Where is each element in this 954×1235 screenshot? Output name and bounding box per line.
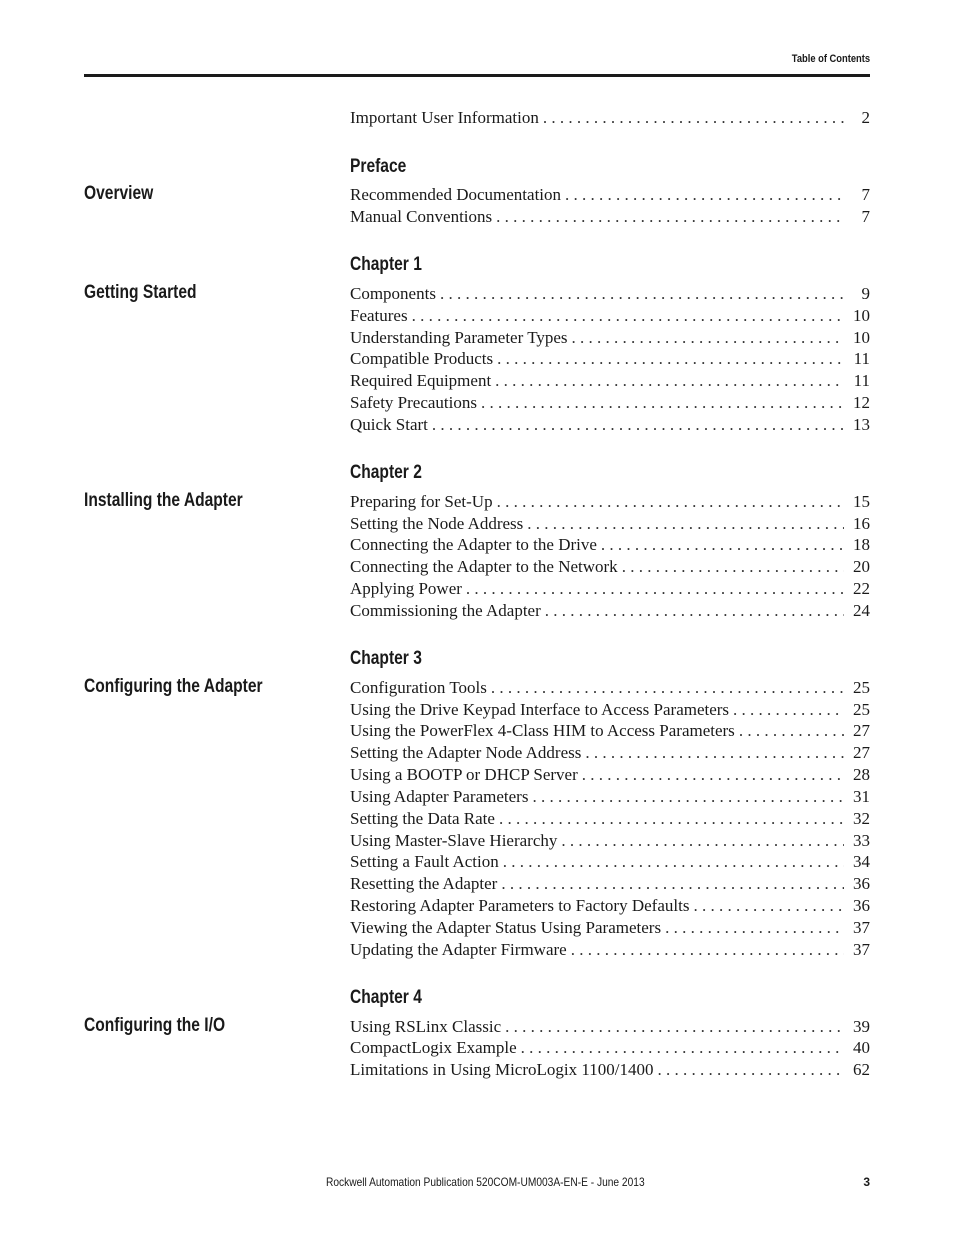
dot-leader — [585, 742, 844, 764]
toc-entry[interactable] — [350, 556, 870, 578]
toc-entry-label: Manual Conventions — [350, 207, 493, 226]
dot-leader — [572, 327, 844, 349]
dot-leader — [412, 305, 844, 327]
chapter-heading-3: Chapter 3 — [350, 648, 422, 669]
toc-entry-label: Viewing the Adapter Status Using Parameters — [350, 918, 662, 937]
toc-entry-page: 11 — [853, 371, 870, 390]
footer-page-number: 3 — [863, 1175, 870, 1189]
toc-entry-label: Applying Power — [350, 579, 462, 598]
toc-entry-label: Preparing for Set-Up — [350, 492, 493, 511]
chapter-heading-1: Chapter 1 — [350, 254, 422, 275]
toc-entry[interactable] — [350, 370, 870, 392]
dot-leader — [491, 677, 844, 699]
header-rule — [84, 74, 870, 77]
dot-leader — [505, 1016, 844, 1038]
toc-entry-label: Setting the Adapter Node Address — [350, 743, 582, 762]
dot-leader — [545, 600, 844, 622]
toc-entry-label: Setting the Node Address — [350, 514, 524, 533]
toc-entry[interactable] — [350, 939, 870, 961]
toc-entry-page: 15 — [853, 492, 870, 511]
toc-entry-page: 31 — [853, 787, 870, 806]
dot-leader — [622, 556, 844, 578]
toc-entry[interactable] — [350, 1016, 870, 1038]
toc-entry[interactable] — [350, 851, 870, 873]
toc-entry-label: Features — [350, 306, 408, 325]
toc-entry[interactable] — [350, 873, 870, 895]
toc-entry-page: 7 — [861, 207, 870, 226]
dot-leader — [532, 786, 844, 808]
toc-entry-label: Updating the Adapter Firmware — [350, 940, 567, 959]
toc-entry[interactable] — [350, 1037, 870, 1059]
toc-entry-page: 10 — [853, 306, 870, 325]
dot-leader — [466, 578, 844, 600]
dot-leader — [571, 939, 844, 961]
toc-entry-page: 33 — [853, 831, 870, 850]
toc-entry-label: Compatible Products — [350, 349, 494, 368]
section-title-configuring-the-io: Configuring the I/O — [84, 1015, 226, 1036]
toc-entry-page: 9 — [861, 284, 870, 303]
toc-entry-page: 37 — [853, 918, 870, 937]
toc-entry[interactable] — [350, 764, 870, 786]
toc-entry[interactable] — [350, 534, 870, 556]
chapter-heading-2: Chapter 2 — [350, 462, 422, 483]
toc-entry[interactable] — [350, 392, 870, 414]
dot-leader — [501, 873, 844, 895]
toc-entry-page: 7 — [861, 185, 870, 204]
dot-leader — [565, 184, 844, 206]
toc-entry-label: Quick Start — [350, 415, 428, 434]
toc-entry[interactable] — [350, 184, 870, 206]
toc-entry[interactable] — [350, 677, 870, 699]
section-title-overview: Overview — [84, 183, 154, 204]
dot-leader — [481, 392, 844, 414]
toc-entry-label: Components — [350, 284, 436, 303]
toc-entry-page: 25 — [853, 700, 870, 719]
toc-entry-label: Important User Information — [350, 108, 539, 127]
dot-leader — [499, 808, 844, 830]
toc-entry[interactable] — [350, 917, 870, 939]
dot-leader — [496, 206, 844, 228]
section-title-getting-started: Getting Started — [84, 282, 197, 303]
toc-entry-page: 22 — [853, 579, 870, 598]
toc-entry[interactable] — [350, 348, 870, 370]
dot-leader — [665, 917, 844, 939]
section-title-installing-the-adapter: Installing the Adapter — [84, 490, 243, 511]
toc-entry-page: 36 — [853, 874, 870, 893]
toc-entry-label: Commissioning the Adapter — [350, 601, 541, 620]
toc-entry-page: 20 — [853, 557, 870, 576]
toc-entry-label: Using the PowerFlex 4-Class HIM to Access Parameters — [350, 721, 735, 740]
toc-entry-page: 28 — [853, 765, 870, 784]
dot-leader — [739, 720, 844, 742]
toc-entry-label: Setting the Data Rate — [350, 809, 495, 828]
toc-entry-page: 2 — [861, 108, 870, 127]
toc-entry-page: 16 — [853, 514, 870, 533]
toc-entry-important-user-information[interactable] — [350, 107, 870, 129]
toc-entry-page: 18 — [853, 535, 870, 554]
toc-entry-label: Using Adapter Parameters — [350, 787, 529, 806]
toc-entry-label: Using Master-Slave Hierarchy — [350, 831, 558, 850]
dot-leader — [657, 1059, 844, 1081]
toc-entry-label: Safety Precautions — [350, 393, 477, 412]
toc-entry[interactable] — [350, 600, 870, 622]
toc-entry[interactable] — [350, 206, 870, 228]
toc-entry-page: 10 — [853, 328, 870, 347]
toc-entry[interactable] — [350, 414, 870, 436]
toc-entry-page: 37 — [853, 940, 870, 959]
toc-entry[interactable] — [350, 1059, 870, 1081]
dot-leader — [561, 830, 844, 852]
toc-entry-page: 36 — [853, 896, 870, 915]
toc-entry-label: Connecting the Adapter to the Network — [350, 557, 618, 576]
dot-leader — [440, 283, 844, 305]
toc-entry-page: 27 — [853, 743, 870, 762]
toc-entry-label: Setting a Fault Action — [350, 852, 499, 871]
dot-leader — [527, 513, 844, 535]
toc-entry-page: 11 — [853, 349, 870, 368]
toc-entry-page: 40 — [853, 1038, 870, 1057]
chapter-heading-preface: Preface — [350, 156, 407, 177]
toc-entry-page: 62 — [853, 1060, 870, 1079]
toc-entry-page: 12 — [853, 393, 870, 412]
toc-entry-label: Understanding Parameter Types — [350, 328, 568, 347]
toc-entry-label: Resetting the Adapter — [350, 874, 498, 893]
toc-entry-page: 27 — [853, 721, 870, 740]
toc-entry[interactable] — [350, 808, 870, 830]
toc-entry-page: 39 — [853, 1017, 870, 1036]
toc-entry[interactable] — [350, 830, 870, 852]
dot-leader — [733, 699, 844, 721]
dot-leader — [503, 851, 844, 873]
toc-entry[interactable] — [350, 491, 870, 513]
toc-entry-page: 24 — [853, 601, 870, 620]
toc-entry-page: 13 — [853, 415, 870, 434]
dot-leader — [497, 348, 844, 370]
toc-entry-label: Configuration Tools — [350, 678, 487, 697]
toc-entry[interactable] — [350, 895, 870, 917]
toc-entry-label: Restoring Adapter Parameters to Factory Defaults — [350, 896, 690, 915]
toc-entry-label: Required Equipment — [350, 371, 492, 390]
dot-leader — [432, 414, 844, 436]
toc-entry[interactable] — [350, 327, 870, 349]
toc-entry-page: 32 — [853, 809, 870, 828]
section-title-configuring-the-adapter: Configuring the Adapter — [84, 676, 263, 697]
toc-entry-label: Using the Drive Keypad Interface to Access Parameters — [350, 700, 730, 719]
dot-leader — [582, 764, 844, 786]
toc-entry[interactable] — [350, 305, 870, 327]
dot-leader — [693, 895, 844, 917]
dot-leader — [601, 534, 844, 556]
toc-entry[interactable] — [350, 513, 870, 535]
dot-leader — [543, 107, 844, 129]
toc-entry[interactable] — [350, 699, 870, 721]
toc-entry-label: Connecting the Adapter to the Drive — [350, 535, 597, 554]
toc-entry-page: 34 — [853, 852, 870, 871]
toc-entry-label: Using RSLinx Classic — [350, 1017, 502, 1036]
toc-entry-label: Using a BOOTP or DHCP Server — [350, 765, 578, 784]
footer-publication: Rockwell Automation Publication 520COM-UM003A-EN-E - June 2013 — [326, 1175, 645, 1189]
toc-entry-page: 25 — [853, 678, 870, 697]
toc-entry[interactable] — [350, 786, 870, 808]
dot-leader — [497, 491, 844, 513]
toc-entry[interactable] — [350, 283, 870, 305]
toc-entry[interactable] — [350, 720, 870, 742]
toc-entry[interactable] — [350, 742, 870, 764]
toc-entry[interactable] — [350, 578, 870, 600]
running-header: Table of Contents — [791, 53, 870, 65]
chapter-heading-4: Chapter 4 — [350, 987, 422, 1008]
toc-entry-label: Limitations in Using MicroLogix 1100/1400 — [350, 1060, 654, 1079]
toc-entry-label: CompactLogix Example — [350, 1038, 517, 1057]
dot-leader — [521, 1037, 844, 1059]
dot-leader — [495, 370, 844, 392]
toc-entry-label: Recommended Documentation — [350, 185, 562, 204]
